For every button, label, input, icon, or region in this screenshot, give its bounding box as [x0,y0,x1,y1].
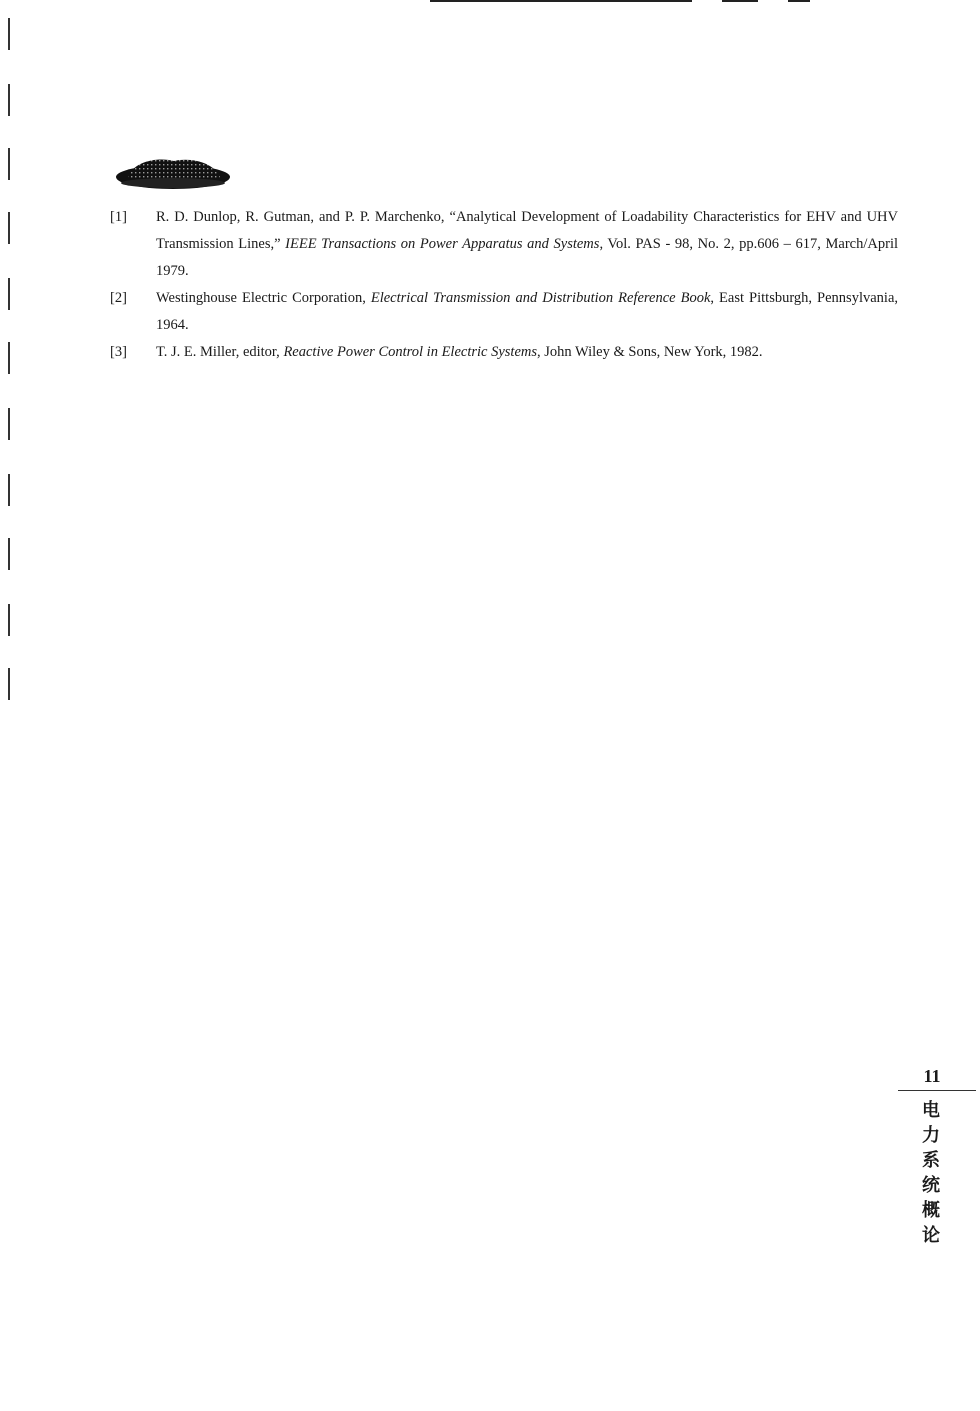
reference-number: [3] [110,344,127,360]
reference-authors: R. D. Dunlop, R. Gutman, and P. P. Marchenko, “Analytical Development of Loadability Characteristics for EHV and UHV Transmission Lines,” [156,209,898,252]
reference-item [110,204,898,285]
reference-source-title: Electrical Transmission and Distribution Reference Book [370,290,711,306]
reference-text [156,290,898,333]
reference-details: , Vol. PAS - 98, No. 2, pp.606 – 617, March/April 1979. [156,236,898,279]
reference-details: , John Wiley & Sons, New York, 1982. [537,344,763,360]
binding-mark [8,148,10,180]
reference-authors: Westinghouse Electric Corporation, [156,290,371,306]
top-rule [430,0,692,2]
reference-list [110,204,898,366]
reference-details: , East Pittsburgh, Pennsylvania, 1964. [156,290,899,333]
binding-mark [8,604,10,636]
reference-number: [2] [110,290,127,306]
section-heading-badge [114,155,232,191]
reference-source-title: IEEE Transactions on Power Apparatus and Systems [285,236,600,252]
binding-mark [8,408,10,440]
top-rule [788,0,810,2]
reference-text [156,209,898,279]
binding-mark [8,474,10,506]
page-number-rule [898,1090,976,1091]
binding-mark [8,278,10,310]
reference-authors: T. J. E. Miller, editor, [156,344,284,360]
reference-item [110,339,898,366]
binding-mark [8,84,10,116]
reference-source-title: Reactive Power Control in Electric Systems [283,344,537,360]
reference-number: [1] [110,209,127,225]
binding-mark [8,212,10,244]
heading-badge-graphic [114,155,232,191]
reference-text [156,344,763,360]
reference-item [110,285,898,339]
top-rule [722,0,758,2]
book-title: 电力系统概论 [919,1100,940,1250]
binding-mark [8,18,10,50]
binding-mark [8,342,10,374]
binding-mark [8,668,10,700]
binding-mark [8,538,10,570]
page-number: 11 [923,1066,941,1086]
